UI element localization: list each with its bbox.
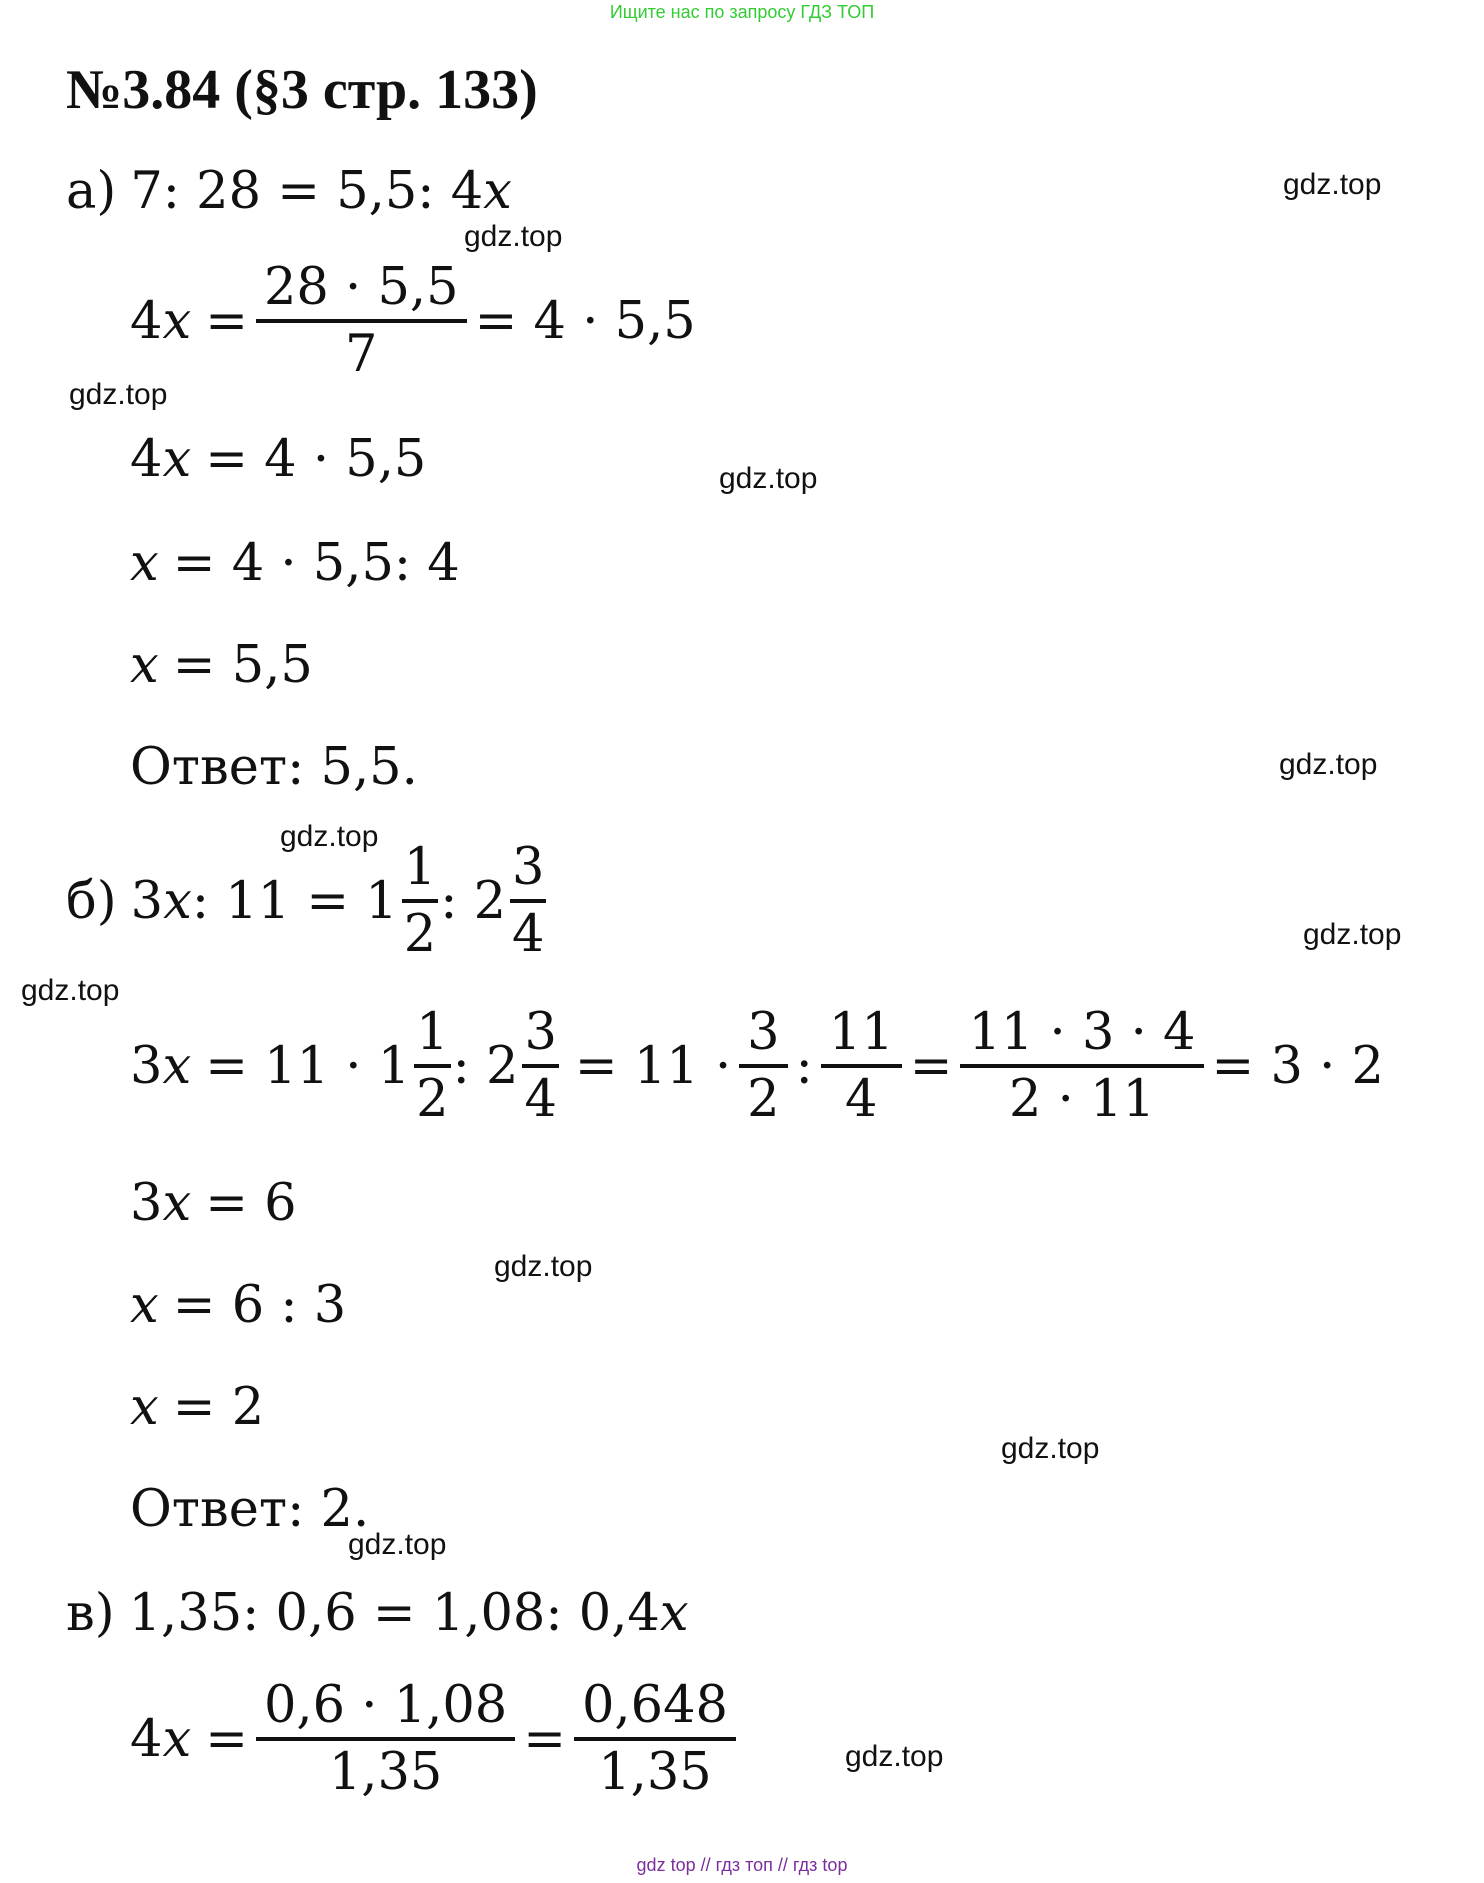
numerator: 0,648 — [581, 1676, 728, 1735]
part-a-line-4 — [130, 534, 460, 593]
watermark: gdz.top — [280, 820, 379, 853]
denominator: 2 — [416, 1070, 449, 1129]
numerator: 3 — [524, 1003, 557, 1062]
numerator: 11 — [828, 1003, 894, 1062]
fraction — [510, 838, 546, 964]
rhs: = 6 : 3 — [172, 1276, 347, 1335]
var-x: x — [130, 1276, 159, 1335]
coef: 4 — [130, 1709, 163, 1769]
part-a-answer: Ответ: 5,5. — [130, 738, 418, 797]
part-b-line-5 — [130, 1378, 265, 1437]
denominator: 4 — [524, 1070, 557, 1129]
fraction — [739, 1003, 787, 1129]
watermark: gdz.top — [1001, 1432, 1100, 1465]
var-x: x — [162, 430, 192, 489]
var-x: x — [483, 162, 512, 221]
part-a-label: а) — [66, 162, 117, 221]
part-b-line-2 — [130, 1003, 1384, 1129]
watermark: gdz.top — [845, 1740, 944, 1773]
coef: 3 — [130, 871, 164, 931]
part-a-equation — [66, 162, 512, 221]
var-x: x — [162, 1174, 192, 1233]
denominator: 4 — [512, 905, 545, 964]
fraction — [522, 1003, 558, 1129]
rhs: = 2 — [172, 1378, 265, 1437]
expr: = — [909, 1036, 953, 1096]
footer: gdz top // гдз топ // гдз top — [636, 1855, 848, 1875]
eq-mid: : 11 = 1 — [191, 871, 398, 931]
fraction — [960, 1003, 1203, 1129]
watermark: gdz.top — [1279, 748, 1378, 781]
var-x: x — [162, 291, 192, 351]
watermark: gdz.top — [21, 974, 120, 1007]
coef: 3 — [130, 1036, 163, 1096]
expr: : — [795, 1036, 813, 1096]
page-title: №3.84 (§3 стр. 133) — [66, 59, 538, 121]
part-a-line-5 — [130, 636, 313, 695]
numerator: 3 — [747, 1003, 780, 1062]
part-b-equation — [66, 838, 548, 964]
denominator: 4 — [845, 1070, 878, 1129]
watermark: gdz.top — [1283, 168, 1382, 201]
denominator: 2 — [403, 905, 437, 964]
rhs: = 4 · 5,5 — [474, 291, 696, 351]
part-c-eq-text: 1,35: 0,6 = 1,08: 0,4 — [128, 1584, 660, 1643]
part-a-line-2: 4 x = $\frac{28 \cdot 5,5}{7}$ = 4 · 5,5 — [130, 258, 696, 384]
numerator: 0,6 · 1,08 — [263, 1676, 508, 1735]
rhs: = 5,5 — [172, 636, 313, 695]
watermark: gdz.top — [348, 1528, 447, 1561]
watermark: gdz.top — [1303, 918, 1402, 951]
fraction — [256, 258, 467, 384]
fraction — [821, 1003, 902, 1129]
denominator: 2 · 11 — [1008, 1070, 1155, 1129]
expr: = 3 · 2 — [1211, 1036, 1384, 1096]
eq-sep: : 2 — [440, 871, 507, 931]
expr: : 2 — [452, 1036, 519, 1096]
var-x: x — [130, 636, 159, 695]
part-a-line-3 — [130, 430, 427, 489]
fraction — [574, 1676, 736, 1802]
top-banner: Ищите нас по запросу ГДЗ ТОП — [609, 2, 875, 22]
part-a-eq-text: 7: 28 = 5,5: 4 — [130, 162, 484, 221]
watermark: gdz.top — [69, 378, 168, 411]
part-c-label: в) — [66, 1584, 115, 1643]
rhs: = 4 · 5,5: 4 — [172, 534, 460, 593]
var-x: x — [659, 1584, 689, 1643]
coef: 3 — [130, 1174, 163, 1233]
var-x: x — [163, 871, 192, 931]
part-b-label: б) — [66, 871, 117, 931]
watermark: gdz.top — [719, 462, 818, 495]
var-x: x — [162, 1036, 192, 1096]
numerator: 1 — [403, 838, 437, 897]
var-x: x — [162, 1709, 192, 1769]
var-x: x — [130, 534, 159, 593]
part-b-line-4 — [130, 1276, 347, 1335]
part-b-line-3 — [130, 1174, 297, 1233]
numerator: 1 — [416, 1003, 449, 1062]
numerator: 28 · 5,5 — [263, 258, 459, 317]
watermark: gdz.top — [464, 220, 563, 253]
rhs: = 6 — [205, 1174, 297, 1233]
rhs: = 4 · 5,5 — [205, 430, 427, 489]
numerator: 3 — [512, 838, 545, 897]
fraction — [414, 1003, 450, 1129]
expr: = 11 · 1 — [205, 1036, 411, 1096]
part-c-line-2: 4 x = $\frac{0,6 \cdot 1,08}{1,35}$ = $\frac{0,648}{1,35}$ — [130, 1680, 744, 1798]
fraction — [256, 1676, 515, 1802]
part-b-answer: Ответ: 2. — [130, 1480, 370, 1539]
fraction — [402, 838, 438, 964]
denominator: 1,35 — [598, 1743, 712, 1802]
expr: = 11 · — [574, 1036, 732, 1096]
denominator: 7 — [345, 325, 378, 384]
part-c-equation — [66, 1584, 689, 1643]
denominator: 2 — [747, 1070, 780, 1129]
denominator: 1,35 — [328, 1743, 443, 1802]
watermark: gdz.top — [494, 1250, 593, 1283]
coef: 4 — [130, 430, 163, 489]
coef: 4 — [130, 291, 163, 351]
var-x: x — [130, 1378, 159, 1437]
numerator: 11 · 3 · 4 — [968, 1003, 1196, 1062]
